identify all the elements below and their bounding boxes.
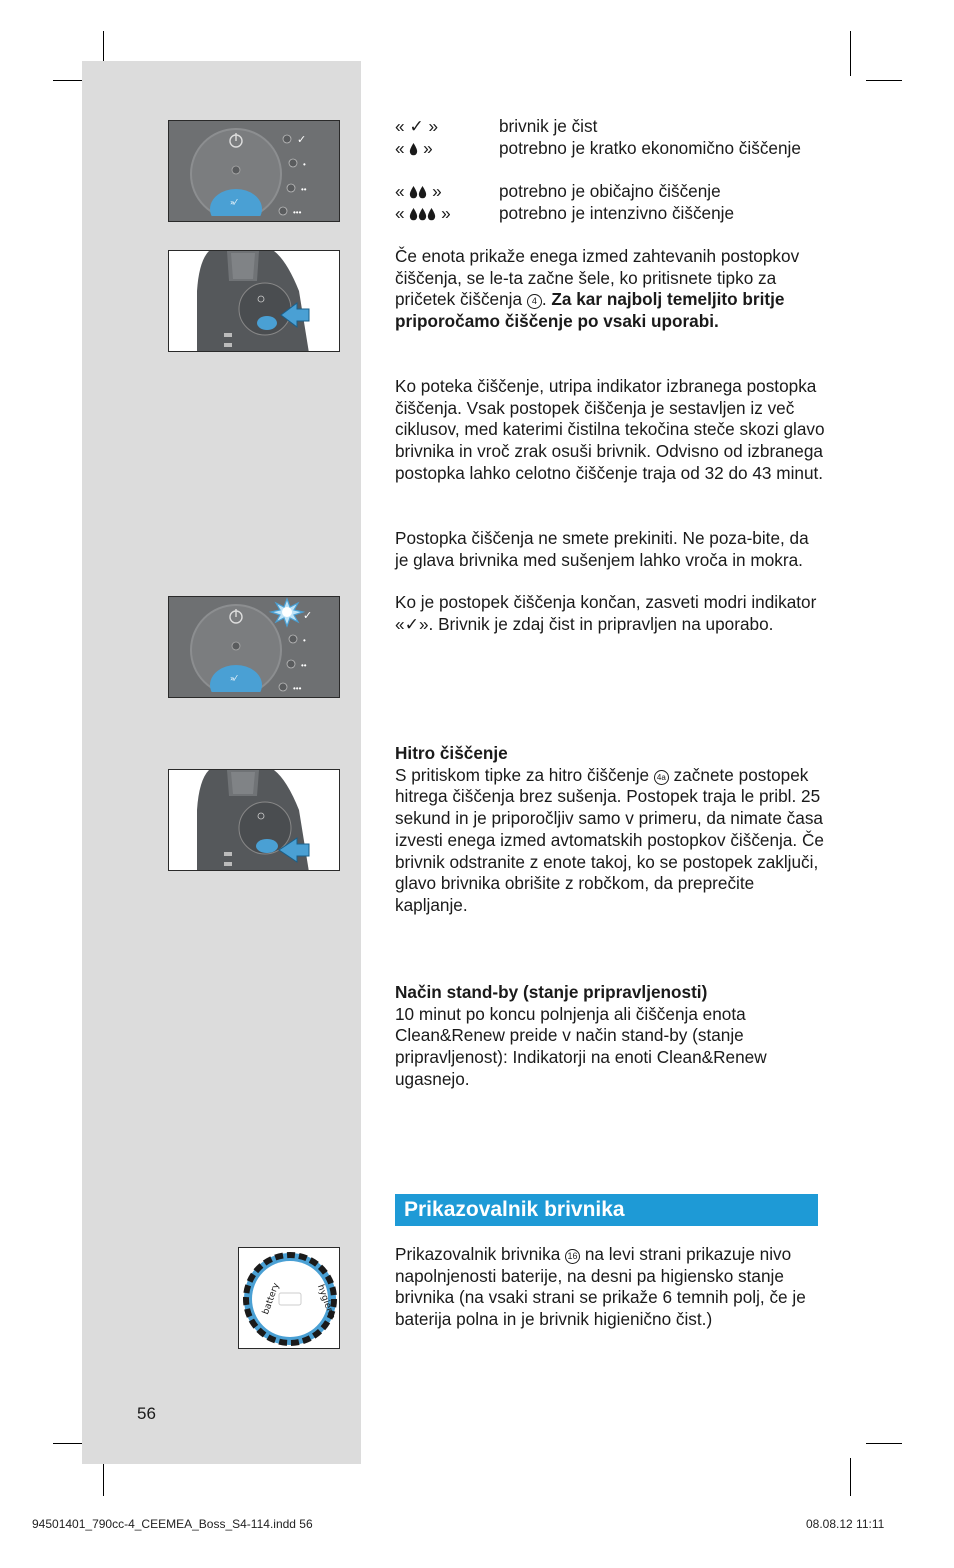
- svg-text:•••: •••: [293, 208, 302, 217]
- section-title: Način stand-by (stanje pripravljenosti): [395, 982, 708, 1002]
- legend-symbol: « »: [395, 138, 433, 158]
- cleaning-cycle-paragraph: Ko poteka čiščenje, utripa indikator izbranega postopka čiščenja. Vsak postopek čiščenja je sestavljen iz več ciklusov, med katerimi čistilna tekočina steče skozi glavo brivnika in vroč zrak osuši brivnik. Odvisno od izbranega postopka lahko celotno čiščenje traja od 32 do 43 minut.: [395, 376, 825, 483]
- control-panel-check-lit-figure: [168, 596, 340, 698]
- two-drops-icon: [409, 181, 432, 201]
- crop-mark: [866, 1443, 902, 1444]
- footer-file-info: 94501401_790cc-4_CEEMEA_Boss_S4-114.indd 56: [32, 1517, 313, 1531]
- svg-text:✓: ✓: [303, 609, 313, 622]
- control-panel-figure: [168, 120, 340, 222]
- legend-symbol: « »: [395, 181, 442, 201]
- svg-text:••: ••: [301, 185, 307, 194]
- svg-text:»⁄: »⁄: [230, 674, 237, 683]
- page-number: 56: [137, 1404, 156, 1423]
- legend-text: potrebno je običajno čiščenje: [499, 181, 721, 201]
- legend-text: brivnik je čist: [499, 116, 598, 136]
- quick-clean-figure: [168, 769, 340, 871]
- checkmark-icon: ✓: [404, 613, 419, 634]
- svg-text:»⁄: »⁄: [230, 198, 237, 207]
- battery-label: battery: [261, 1281, 282, 1316]
- svg-text:••: ••: [301, 661, 307, 670]
- legend-symbol: « »: [395, 203, 451, 223]
- section-title: Hitro čiščenje: [395, 743, 508, 763]
- reference-number: 4a: [654, 770, 669, 785]
- legend-text: potrebno je kratko ekonomično čiščenje: [499, 138, 801, 158]
- footer-timestamp: 08.08.12 11:11: [806, 1517, 885, 1531]
- cleaning-done-paragraph: Ko je postopek čiščenja končan, zasveti modri indikator «✓». Brivnik je zdaj čist in pripravljen na uporabo.: [395, 592, 817, 634]
- reference-number: 16: [565, 1249, 580, 1264]
- recommendation-bold: Za kar najbolj temeljito britje priporočamo čiščenje po vsaki uporabi.: [395, 289, 785, 332]
- standby-section: Način stand-by (stanje pripravljenosti) 10 minut po koncu polnjenja ali čiščenja enota Clean&Renew preide v način stand-by (stanje pripravljenost): Indikatorji na enoti Clean&Renew ugasnejo.: [395, 982, 767, 1089]
- crop-mark: [850, 1458, 851, 1496]
- reference-number: 4: [527, 294, 542, 309]
- section-heading: Prikazovalnik brivnika: [395, 1194, 818, 1226]
- svg-text:•••: •••: [293, 684, 302, 693]
- one-drop-icon: [409, 143, 418, 156]
- svg-text:•: •: [303, 160, 306, 169]
- crop-mark: [866, 80, 902, 81]
- no-interrupt-paragraph: Postopka čiščenja ne smete prekiniti. Ne poza-bite, da je glava brivnika med sušenjem lahko vroča in mokra.: [395, 528, 809, 570]
- crop-mark: [850, 31, 851, 76]
- legend-text: potrebno je intenzivno čiščenje: [499, 203, 735, 223]
- legend-symbol: « ✓ »: [395, 116, 439, 136]
- svg-text:✓: ✓: [297, 133, 307, 146]
- checkmark-icon: ✓: [409, 116, 424, 136]
- three-drops-icon: [409, 203, 441, 223]
- svg-text:•: •: [303, 636, 306, 645]
- display-paragraph: Prikazovalnik brivnika 16 na levi strani prikazuje nivo napolnjenosti baterije, na desni pa higiensko stanje brivnika (na vsaki strani se prikaže 6 temnih polj, če je baterija polna in je brivnik higienično čist.): [395, 1244, 806, 1330]
- cleaning-start-paragraph: Če enota prikaže enega izmed zahtevanih postopkov čiščenja, se le-ta začne šele, ko pritisnete tipko za pričetek čiščenja 4 . Za kar najbolj temeljito britje priporočamo čiščenje po vsaki uporabi.: [395, 246, 800, 332]
- hygiene-label: hygiene: [314, 1283, 337, 1321]
- cleaning-unit-figure: [168, 250, 340, 352]
- shaver-display-figure: [238, 1247, 340, 1349]
- quick-clean-section: Hitro čiščenje S pritiskom tipke za hitro čiščenje 4a začnete postopek hitrega čiščenja brez sušenja. Postopek traja le pribl. 25 sekund in je priporočljiv samo v primeru, da nimate časa izvesti enega izmed avtomatskih postopkov čiščenja. Če brivnik odstranite z enote takoj, ko se postopek zaključi, glavo brivnika obrišite z robčkom, da preprečite kapljanje.: [395, 743, 824, 915]
